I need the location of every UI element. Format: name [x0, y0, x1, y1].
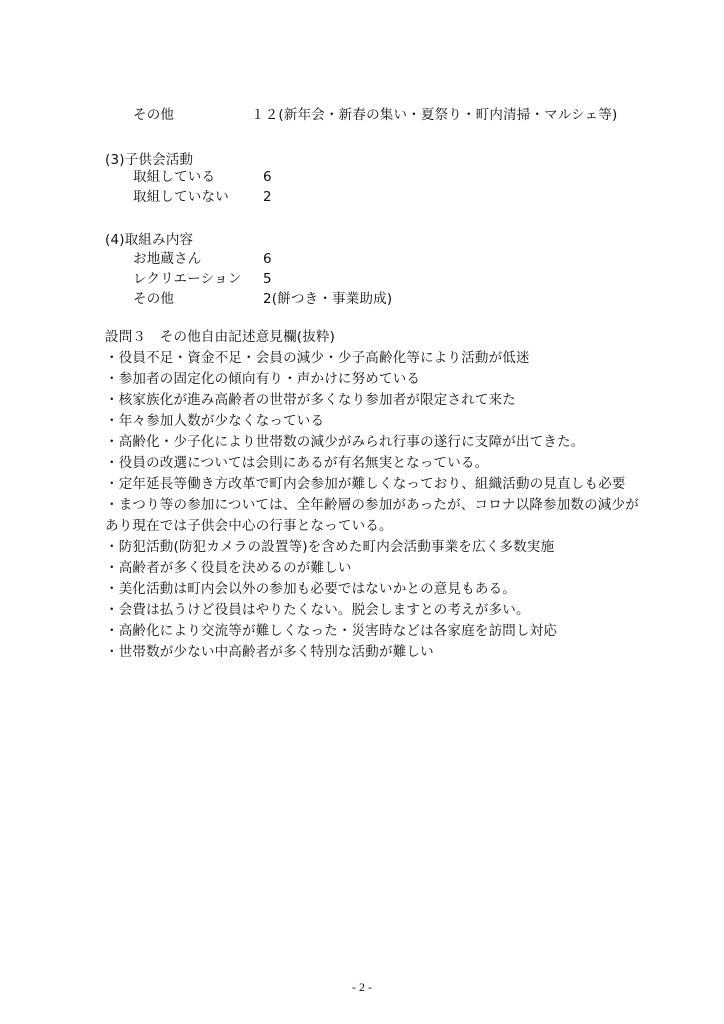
- comment-line: ・高齢化により交流等が難しくなった・災害時などは各家庭を訪問し対応: [105, 623, 558, 639]
- comment-line: ・年々参加人数が少なくなっている: [105, 413, 325, 429]
- comment-line: ・防犯活動(防犯カメラの設置等)を含めた町内会活動事業を広く多数実施: [105, 539, 555, 555]
- comment-line: ・核家族化が進み高齢者の世帯が多くなり参加者が限定されて来た: [105, 392, 516, 408]
- comment-line: ・高齢化・少子化により世帯数の減少がみられ行事の遂行に支障が出てきた。: [105, 434, 585, 450]
- row-value: 5: [263, 271, 272, 287]
- section-heading-activities: (4)取組み内容: [105, 232, 194, 248]
- row-value: 6: [263, 169, 272, 185]
- row-label: その他: [133, 107, 175, 123]
- comment-line: ・美化活動は町内会以外の参加も必要ではないかとの意見もある。: [105, 581, 516, 597]
- row-value: １２(新年会・新春の集い・夏祭り・町内清掃・マルシェ等): [251, 107, 618, 123]
- section-heading-kids-club: (3)子供会活動: [105, 152, 194, 168]
- row-label: 取組している: [133, 169, 216, 185]
- row-value: 6: [263, 251, 272, 267]
- comment-line: ・参加者の固定化の傾向有り・声かけに努めている: [105, 371, 421, 387]
- question-3-heading: 設問３ その他自由記述意見欄(抜粋): [105, 329, 336, 345]
- row-label: レクリエーション: [133, 271, 242, 287]
- row-label: 取組していない: [133, 189, 229, 205]
- comment-line: ・世帯数が少ない中高齢者が多く特別な活動が難しい: [105, 644, 434, 660]
- comment-line: ・定年延長等働き方改革で町内会参加が難しくなっており、組織活動の見直しも必要: [105, 476, 626, 492]
- page-number: - 2 -: [352, 980, 372, 994]
- comment-line: ・会費は払うけど役員はやりたくない。脱会しますとの考えが多い。: [105, 602, 530, 618]
- row-label: お地蔵さん: [133, 251, 202, 267]
- row-value: 2: [263, 189, 272, 205]
- comment-line: ・まつり等の参加については、全年齢層の参加があったが、コロナ以降参加数の減少が: [105, 497, 639, 513]
- row-label: その他: [133, 291, 175, 307]
- comment-line: ・高齢者が多く役員を決めるのが難しい: [105, 560, 352, 576]
- comment-line: ・役員不足・資金不足・会員の減少・少子高齢化等により活動が低迷: [105, 350, 530, 366]
- comment-line: ・役員の改選については会則にあるが有名無実となっている。: [105, 455, 489, 471]
- row-value: 2(餅つき・事業助成): [263, 291, 393, 307]
- comment-line: あり現在では子供会中心の行事となっている。: [105, 518, 393, 534]
